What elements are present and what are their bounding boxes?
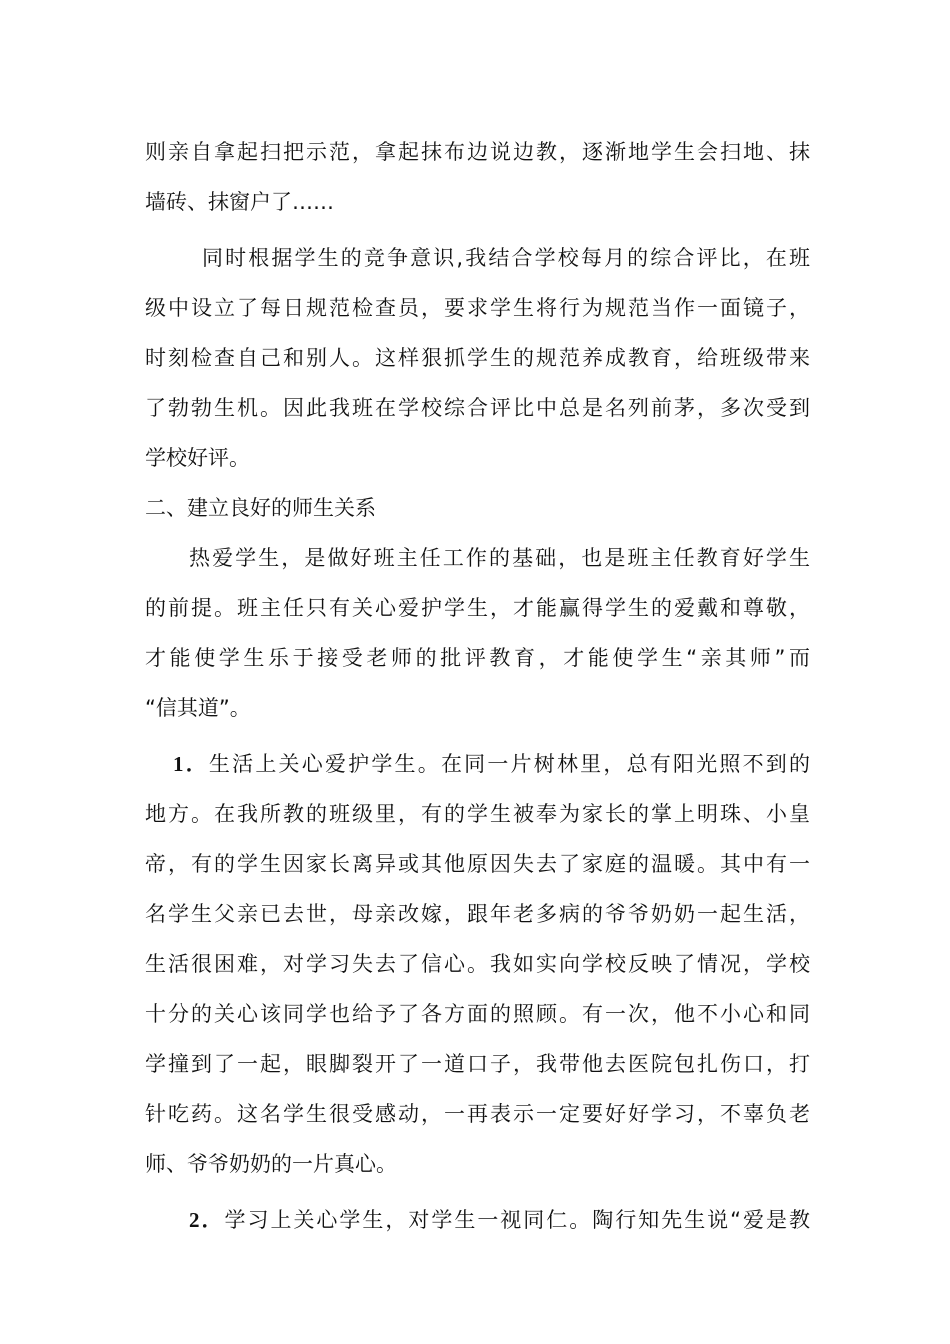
text-line: 的前提。班主任只有关心爱护学生，才能赢得学生的爱戴和尊敬， <box>145 596 810 620</box>
text-line: 学撞到了一起，眼脚裂开了一道口子，我带他去医院包扎伤口，打 <box>145 1052 810 1076</box>
text-line-content: 学习上关心学生，对学生一视同仁。陶行知先生说“爱是教 <box>224 1208 810 1232</box>
text-line: 热爱学生，是做好班主任工作的基础，也是班主任教育好学生 <box>189 546 810 570</box>
text-line <box>145 1195 810 1245</box>
text-line: 地方。在我所教的班级里，有的学生被奉为家长的掌上明珠、小皇 <box>145 802 810 826</box>
text-line: 同时根据学生的竞争意识,我结合学校每月的综合评比，在班 <box>202 246 810 270</box>
text-line: 名学生父亲已去世，母亲改嫁，跟年老多病的爷爷奶奶一起生活， <box>145 902 810 926</box>
text-line: 师、爷爷奶奶的一片真心。 <box>145 1152 397 1176</box>
text-line: 墙砖、抹窗户了…… <box>145 190 334 214</box>
list-number: 2． <box>189 1208 225 1232</box>
text-line: 才能使学生乐于接受老师的批评教育，才能使学生“亲其师”而 <box>145 646 810 670</box>
text-line: 学校好评。 <box>145 446 250 470</box>
text-line: 帝，有的学生因家长离异或其他原因失去了家庭的温暖。其中有一 <box>145 852 810 876</box>
text-line: 级中设立了每日规范检查员，要求学生将行为规范当作一面镜子， <box>145 296 810 320</box>
paragraph-competition <box>145 233 810 483</box>
paragraph-life-care <box>145 739 810 1189</box>
text-line: 则亲自拿起扫把示范，拿起抹布边说边教，逐渐地学生会扫地、抹 <box>145 140 810 164</box>
text-line: 十分的关心该同学也给予了各方面的照顾。有一次，他不小心和同 <box>145 1002 810 1026</box>
document-body <box>145 127 810 1245</box>
paragraph-love-students <box>145 533 810 733</box>
list-number: 1． <box>173 752 209 776</box>
text-line <box>145 739 810 789</box>
paragraph-cleaning-demo <box>145 127 810 227</box>
text-line-content: 生活上关心爱护学生。在同一片树林里，总有阳光照不到的 <box>208 752 810 776</box>
text-line: 时刻检查自己和别人。这样狠抓学生的规范养成教育，给班级带来 <box>145 346 810 370</box>
section-heading <box>145 483 810 533</box>
text-line: 针吃药。这名学生很受感动，一再表示一定要好好学习，不辜负老 <box>145 1102 810 1126</box>
heading-text: 二、建立良好的师生关系 <box>145 496 376 520</box>
paragraph-study-care <box>145 1195 810 1245</box>
text-line: 了勃勃生机。因此我班在学校综合评比中总是名列前茅，多次受到 <box>145 396 810 420</box>
text-line: “信其道”。 <box>145 696 251 720</box>
text-line: 生活很困难，对学习失去了信心。我如实向学校反映了情况，学校 <box>145 952 810 976</box>
